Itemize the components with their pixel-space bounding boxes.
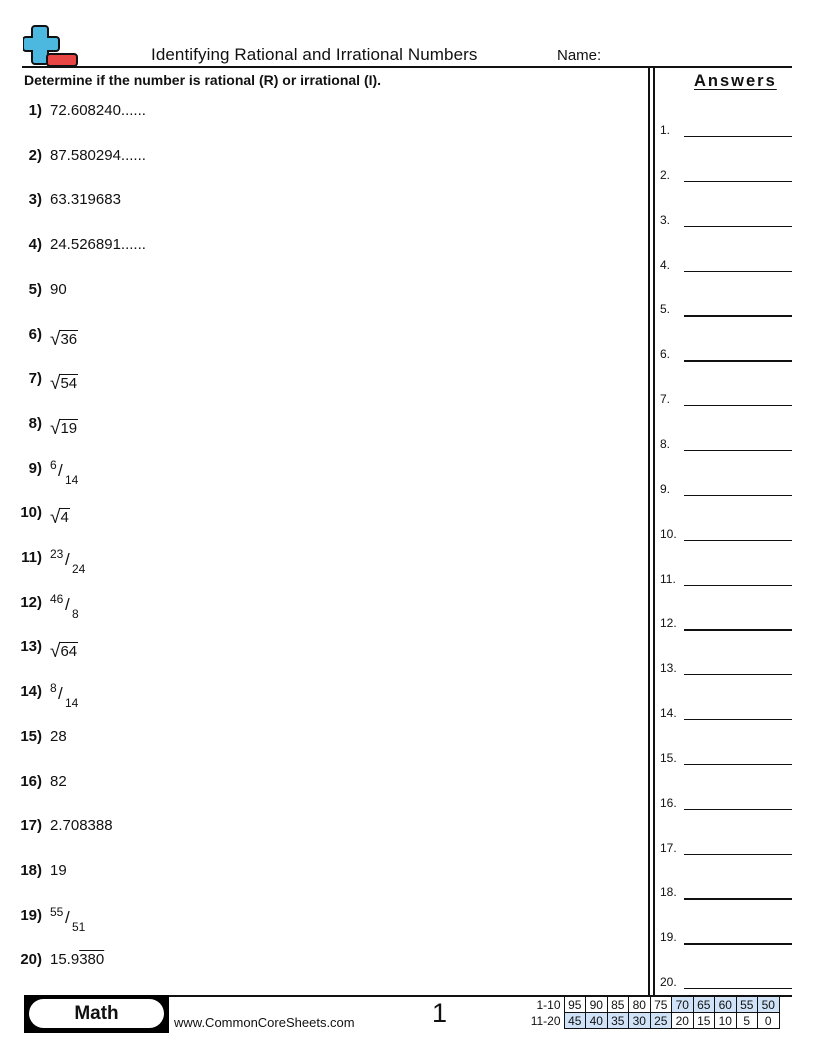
problem-item: [0, 504, 70, 534]
radicand: 19: [60, 419, 78, 437]
denominator: 51: [72, 919, 86, 934]
answer-blank[interactable]: [684, 405, 792, 406]
score-cell: 90: [586, 997, 608, 1013]
score-cell: 20: [672, 1013, 694, 1029]
score-cell: 15: [693, 1013, 715, 1029]
radical-sign-icon: √: [50, 641, 61, 663]
answer-label: 18.: [660, 885, 677, 900]
answer-label: 8.: [660, 436, 671, 451]
problem-item: [0, 370, 78, 400]
instructions: Determine if the number is rational (R) or irrational (I).: [24, 72, 382, 88]
column-divider: [648, 68, 650, 996]
answer-label: 14.: [660, 706, 677, 721]
square-root-expression: [50, 326, 78, 350]
problem-value: 90: [50, 280, 67, 298]
answer-slot: [660, 841, 792, 857]
square-root-expression: [50, 415, 78, 439]
problem-number: 18): [20, 861, 42, 879]
problem-item: [0, 951, 104, 981]
answer-slot: [660, 168, 792, 184]
problem-number: 3): [28, 191, 42, 209]
answer-label: 15.: [660, 750, 677, 765]
answer-slot: [660, 930, 792, 946]
answer-label: 1.: [660, 123, 671, 137]
answer-label: 19.: [660, 930, 677, 945]
score-cell: 30: [629, 1013, 651, 1029]
answer-label: 5.: [660, 302, 671, 317]
name-label: Name:: [557, 47, 602, 64]
answer-label: 16.: [660, 795, 677, 810]
answer-slot: [660, 572, 792, 588]
score-table: [528, 996, 780, 1029]
answer-slot: [660, 885, 792, 901]
answer-blank[interactable]: [684, 360, 792, 361]
problem-value: 19: [50, 861, 67, 879]
score-cell: 5: [736, 1013, 758, 1029]
fraction-slash: /: [58, 684, 63, 704]
radical-sign-icon: √: [50, 417, 61, 439]
answer-label: 17.: [660, 840, 677, 855]
answer-slot: [660, 437, 792, 453]
answer-blank[interactable]: [684, 629, 792, 630]
denominator: 24: [72, 562, 86, 576]
fraction-expression: [50, 904, 88, 941]
score-cell: 80: [629, 997, 651, 1013]
column-divider: [653, 68, 655, 996]
problem-value: 72.608240......: [50, 102, 146, 119]
answer-slot: [660, 661, 792, 677]
worksheet-title: Identifying Rational and Irrational Numbers: [151, 45, 478, 64]
numerator: 46: [50, 591, 64, 606]
answer-slot: [660, 482, 792, 498]
fraction-expression: [50, 457, 81, 494]
answer-blank[interactable]: [684, 136, 792, 137]
problem-value: 24.526891......: [50, 236, 146, 254]
answer-slot: [660, 616, 792, 632]
score-cell: 35: [607, 1013, 629, 1029]
fraction-slash: /: [65, 594, 70, 614]
plus-minus-logo-icon: [23, 24, 79, 68]
problem-number: 20): [20, 951, 42, 969]
problem-value: 28: [50, 727, 67, 745]
radicand: 36: [60, 330, 78, 348]
problem-number: 10): [20, 504, 42, 522]
score-cell: 55: [736, 997, 758, 1013]
answer-blank[interactable]: [684, 271, 792, 272]
answer-label: 3.: [660, 212, 671, 227]
answer-label: 4.: [660, 257, 671, 272]
problem-number: 13): [20, 638, 42, 656]
problem-item: [0, 591, 81, 624]
problem-number: 17): [20, 817, 42, 835]
answers-heading: Answers: [694, 72, 777, 90]
score-cell: 70: [672, 997, 694, 1013]
denominator: 8: [72, 606, 79, 621]
answer-label: 10.: [660, 526, 677, 541]
fraction-expression: [50, 683, 81, 717]
repeating-decimal: [50, 951, 104, 968]
radicand: 4: [60, 509, 69, 527]
website-link[interactable]: www.CommonCoreSheets.com: [174, 1015, 355, 1030]
problem-number: 2): [28, 146, 42, 164]
answer-slot: [660, 392, 792, 408]
fraction-slash: /: [65, 907, 70, 927]
answer-slot: [660, 302, 792, 318]
answer-slot: [660, 258, 792, 274]
answer-blank[interactable]: [684, 719, 792, 720]
subject-label: Math: [29, 999, 164, 1028]
problem-value: 63.319683: [50, 191, 121, 209]
answer-blank[interactable]: [684, 450, 792, 451]
score-cell: 0: [758, 1013, 780, 1029]
square-root-expression: [50, 504, 70, 529]
problem-item: [0, 683, 81, 713]
answer-blank[interactable]: [684, 988, 792, 989]
radicand: 54: [60, 375, 78, 393]
answer-slot: [660, 527, 792, 543]
problem-number: 14): [20, 683, 42, 701]
answer-slot: [660, 751, 792, 767]
problem-item: [0, 728, 67, 758]
radical-sign-icon: √: [50, 373, 61, 395]
radical-sign-icon: √: [50, 328, 61, 350]
decimal-prefix: 15.9: [50, 951, 80, 969]
problem-number: 12): [20, 593, 42, 611]
problem-number: 5): [28, 280, 42, 298]
answer-blank[interactable]: [684, 585, 792, 586]
problem-number: 1): [28, 102, 42, 119]
page-number: 1: [432, 998, 448, 1028]
problem-item: [0, 817, 113, 847]
answer-blank[interactable]: [684, 674, 792, 675]
square-root-expression: [50, 370, 78, 395]
answer-slot: [660, 213, 792, 229]
problem-item: [0, 236, 146, 266]
problem-item: [0, 549, 88, 579]
denominator: 14: [65, 696, 79, 711]
header-divider: [22, 66, 792, 68]
answer-slot: [660, 347, 792, 363]
numerator: 8: [50, 681, 57, 696]
score-cell: 45: [564, 1013, 586, 1029]
answer-label: 20.: [660, 975, 677, 990]
fraction-expression: [50, 591, 81, 628]
problem-item: [0, 102, 146, 132]
answer-blank[interactable]: [684, 540, 792, 541]
score-cell: 10: [715, 1013, 737, 1029]
score-row: [528, 1013, 779, 1029]
answer-blank[interactable]: [684, 898, 792, 899]
problem-item: [0, 191, 121, 221]
score-cell: 60: [715, 997, 737, 1013]
answer-blank[interactable]: [684, 943, 792, 944]
subject-badge: [24, 995, 169, 1033]
answer-blank[interactable]: [684, 764, 792, 765]
answer-label: 2.: [660, 167, 671, 182]
answer-blank[interactable]: [684, 495, 792, 496]
answer-slot: [660, 796, 792, 812]
score-row: [528, 997, 779, 1013]
problem-item: [0, 638, 78, 668]
answer-blank[interactable]: [684, 315, 792, 316]
answer-slot: [660, 975, 792, 991]
score-cell: 40: [586, 1013, 608, 1029]
problem-item: [0, 862, 67, 892]
problem-number: 9): [28, 459, 42, 477]
problem-number: 8): [28, 414, 42, 432]
score-range-label: 11-20: [530, 1013, 561, 1028]
answer-blank[interactable]: [684, 181, 792, 182]
answer-slot: [660, 123, 792, 139]
score-cell: 85: [607, 997, 629, 1013]
repeating-digits: 380: [79, 951, 105, 969]
problem-number: 7): [28, 370, 42, 388]
fraction-expression: [50, 549, 88, 583]
answer-slot: [660, 706, 792, 722]
square-root-expression: [50, 638, 78, 663]
score-range-label: 1-10: [536, 997, 561, 1012]
fraction-slash: /: [58, 460, 63, 480]
answer-label: 11.: [660, 571, 676, 586]
answer-label: 9.: [660, 481, 671, 496]
problem-item: [0, 281, 67, 311]
score-cell: 25: [650, 1013, 672, 1029]
problem-number: 6): [28, 325, 42, 343]
problem-item: [0, 415, 78, 445]
radicand: 64: [60, 643, 78, 661]
problem-item: [0, 904, 88, 937]
numerator: 23: [50, 547, 64, 561]
radical-sign-icon: √: [50, 507, 61, 529]
answer-label: 7.: [660, 392, 671, 407]
answer-blank[interactable]: [684, 226, 792, 227]
numerator: 6: [50, 457, 57, 472]
problem-item: [0, 457, 81, 490]
score-cell: 95: [564, 997, 586, 1013]
problem-number: 4): [28, 236, 42, 254]
score-cell: 75: [650, 997, 672, 1013]
problem-number: 19): [20, 906, 42, 924]
problem-value: 2.708388: [50, 817, 113, 835]
problem-value: 82: [50, 772, 67, 790]
problem-number: 15): [20, 727, 42, 745]
problem-value: 87.580294......: [50, 146, 146, 164]
answer-label: 12.: [660, 616, 677, 631]
score-cell: 65: [693, 997, 715, 1013]
answer-blank[interactable]: [684, 809, 792, 810]
answer-label: 13.: [660, 661, 677, 676]
denominator: 14: [65, 472, 79, 487]
problem-item: [0, 326, 78, 356]
answer-blank[interactable]: [684, 854, 792, 855]
problem-number: 11): [21, 549, 42, 566]
problem-item: [0, 773, 67, 803]
problem-number: 16): [20, 772, 42, 790]
score-cell: 50: [758, 997, 780, 1013]
numerator: 55: [50, 904, 64, 919]
problem-item: [0, 147, 146, 177]
fraction-slash: /: [65, 550, 70, 569]
answer-label: 6.: [660, 347, 671, 362]
